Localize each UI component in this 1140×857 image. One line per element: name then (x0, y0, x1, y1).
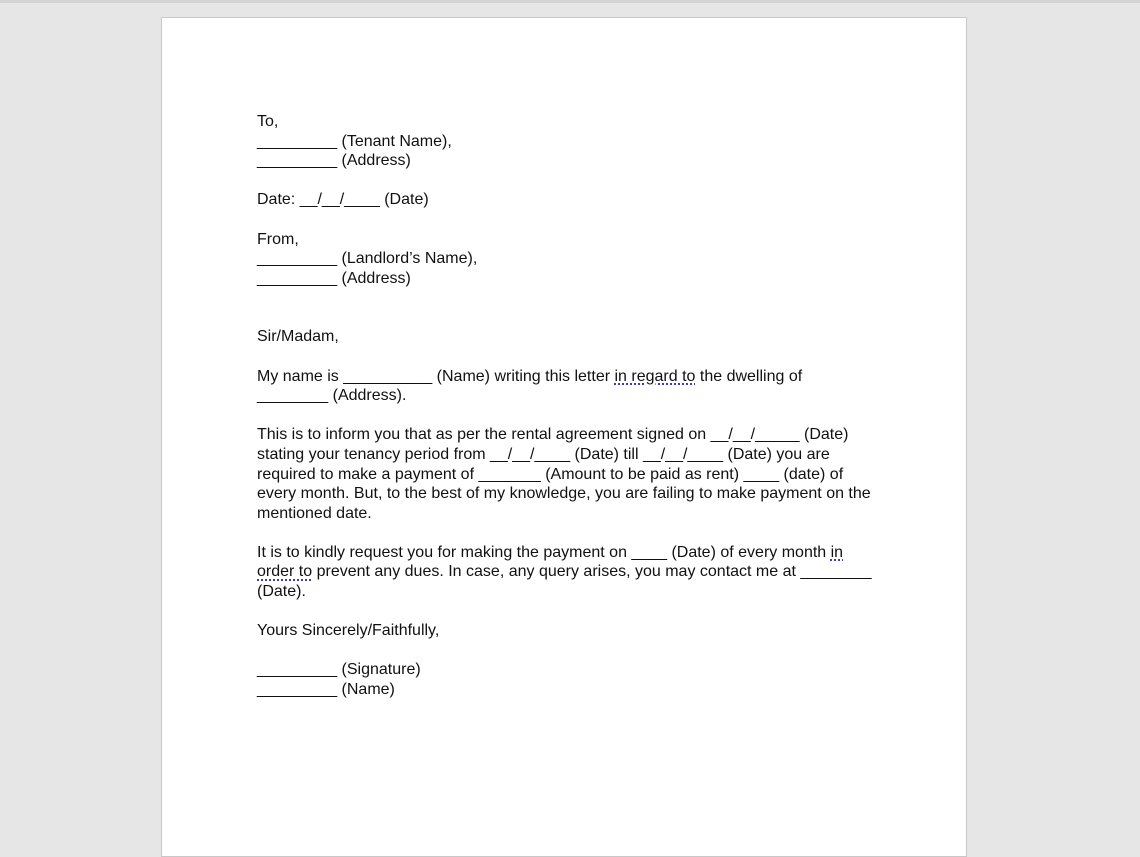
paragraph-introduction-text: My name is __________ (Name) writing this letter (257, 367, 615, 385)
greeting: Sir/Madam, (257, 328, 339, 346)
paragraph-request (257, 543, 877, 602)
document-page[interactable] (161, 17, 967, 857)
tenant-name-line: _________ (Tenant Name), (257, 132, 452, 150)
date-line: Date: __/__/____ (Date) (257, 191, 429, 209)
paragraph-request-text-end: prevent any dues. In case, any query arises, you may contact me at ________ (Date). (257, 563, 872, 601)
paragraph-introduction (257, 367, 877, 406)
closing: Yours Sincerely/Faithfully, (257, 622, 440, 640)
from-salutation: From, (257, 230, 299, 248)
letter-body[interactable] (257, 112, 877, 700)
paragraph-request-text: It is to kindly request you for making the payment on ____ (Date) of every month (257, 543, 831, 561)
name-line: _________ (Name) (257, 681, 395, 699)
grammar-suggestion-in-regard-to[interactable]: in regard to (614, 367, 696, 385)
tenant-address-line: _________ (Address) (257, 152, 411, 170)
paragraph-payment-details: This is to inform you that as per the rental agreement signed on __/__/_____ (Date) stating your tenancy period from __/__/____ (Date) till __/__/____ (Date) you are required to make a payment of _______ (Amount to be paid as rent) ____ (date) of every month. But, to the best of my knowledge, you are failing to make payment on the mentioned date. (257, 426, 871, 522)
grammar-suggestion-in-order-to[interactable]: in order to (257, 543, 844, 581)
landlord-name-line: _________ (Landlord’s Name), (257, 250, 478, 268)
landlord-address-line: _________ (Address) (257, 269, 411, 287)
paragraph-introduction-text-end: the dwelling of ________ (Address). (257, 367, 803, 405)
window-top-edge (0, 0, 1140, 3)
signature-line: _________ (Signature) (257, 661, 421, 679)
to-salutation: To, (257, 113, 279, 130)
